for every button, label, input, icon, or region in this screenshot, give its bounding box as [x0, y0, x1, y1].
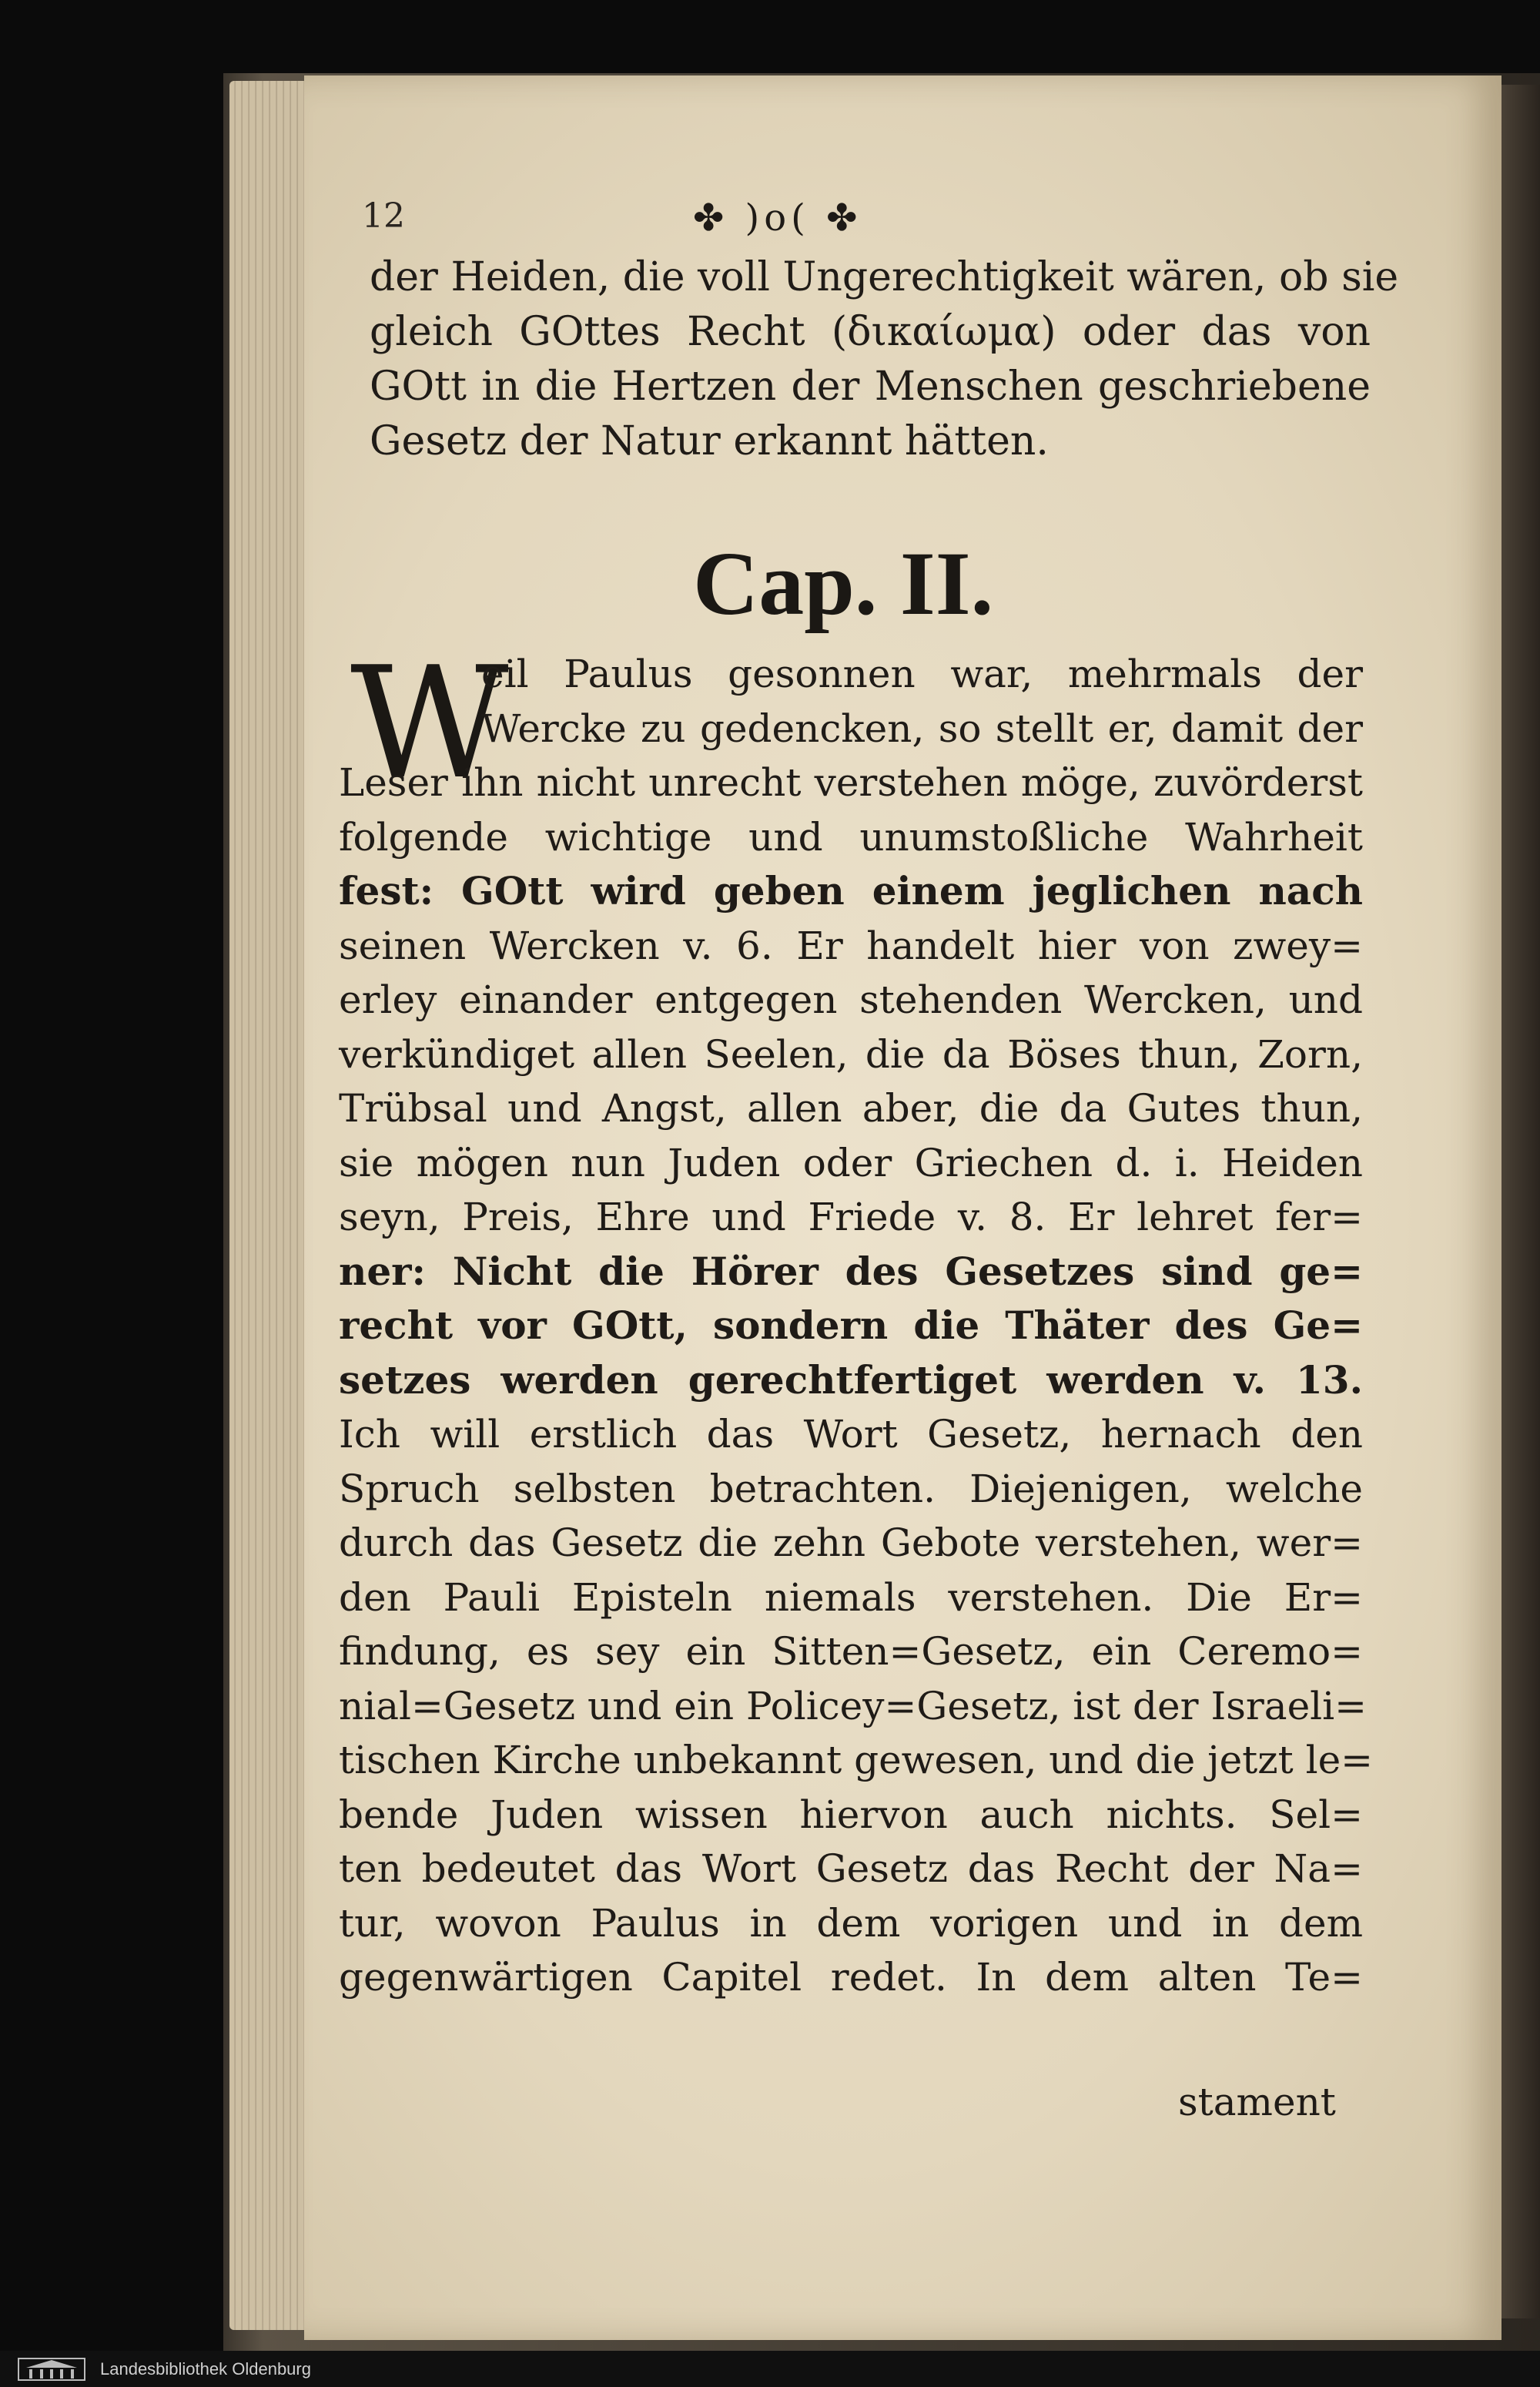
page-number: 12 [362, 196, 405, 236]
body-line: bende Juden wissen hiervon auch nichts. Sel= [339, 1792, 1363, 1837]
body-line: setzes werden gerechtfertiget werden v. 13. [339, 1356, 1363, 1403]
body-line: seyn, Preis, Ehre und Friede v. 8. Er lehret fer= [339, 1195, 1363, 1239]
body-line: Leser ihn nicht unrecht verstehen möge, zuvörderst [339, 760, 1363, 805]
intro-line: GOtt in die Hertzen der Menschen geschriebene [370, 364, 1371, 410]
body-line: tur, wovon Paulus in dem vorigen und in dem [339, 1900, 1363, 1946]
page-edges [229, 81, 314, 2330]
body-line: findung, es sey ein Sitten=Gesetz, ein Ceremo= [339, 1629, 1363, 1674]
chapter-heading: Cap. II. [693, 533, 994, 634]
body-line: gegenwärtigen Capitel redet. In dem alten Te= [339, 1955, 1363, 2000]
body-line: den Pauli Episteln niemals verstehen. Die Er= [339, 1574, 1363, 1620]
facing-page-edge [1502, 85, 1540, 2318]
library-name: Landesbibliothek Oldenburg [100, 2359, 311, 2379]
body-line: sie mögen nun Juden oder Griechen d. i. Heiden [339, 1140, 1363, 1185]
body-line: Wercke zu gedencken, so stellt er, damit der [481, 706, 1363, 751]
body-line: verkündiget allen Seelen, die da Böses thun, Zorn, [339, 1031, 1363, 1077]
intro-paragraph [370, 250, 1399, 469]
intro-line: der Heiden, die voll Ungerechtigkeit wären, ob sie [370, 254, 1399, 300]
chapter-body [339, 634, 1374, 2005]
body-line: seinen Wercken v. 6. Er handelt hier von zwey= [339, 923, 1363, 968]
body-line: durch das Gesetz die zehn Gebote verstehen, wer= [339, 1520, 1363, 1565]
body-line: nial=Gesetz und ein Policey=Gesetz, ist der Israeli= [339, 1683, 1368, 1728]
body-line: Ich will erstlich das Wort Gesetz, hernach den [339, 1412, 1363, 1457]
body-line: erley einander entgegen stehenden Wercken, und [339, 977, 1363, 1022]
drop-capital: W [350, 634, 509, 813]
body-line: tischen Kirche unbekannt gewesen, und die jetzt le= [339, 1738, 1374, 1782]
intro-line: Gesetz der Natur erkannt hätten. [370, 418, 1049, 464]
page-header [362, 196, 1394, 250]
body-line: eil Paulus gesonnen war, mehrmals der [481, 652, 1363, 696]
body-line: folgende wichtige und unumstoßliche Wahrheit [339, 814, 1363, 860]
header-ornament: ✤ )o( ✤ [693, 196, 862, 240]
body-line: ten bedeutet das Wort Gesetz das Recht der Na= [339, 1846, 1363, 1891]
body-line: ner: Nicht die Hörer des Gesetzes sind ge= [339, 1248, 1363, 1294]
body-line: Spruch selbsten betrachten. Diejenigen, welche [339, 1466, 1363, 1511]
intro-line: gleich GOttes Recht (δικαίωμα) oder das von [370, 309, 1371, 355]
body-line: Trübsal und Angst, allen aber, die da Gutes thun, [339, 1086, 1363, 1131]
body-line: recht vor GOtt, sondern die Thäter des Ge= [339, 1302, 1363, 1348]
library-logo-icon [17, 2355, 86, 2382]
body-line: fest: GOtt wird geben einem jeglichen nach [339, 868, 1363, 914]
catchword: stament [1178, 2080, 1336, 2124]
